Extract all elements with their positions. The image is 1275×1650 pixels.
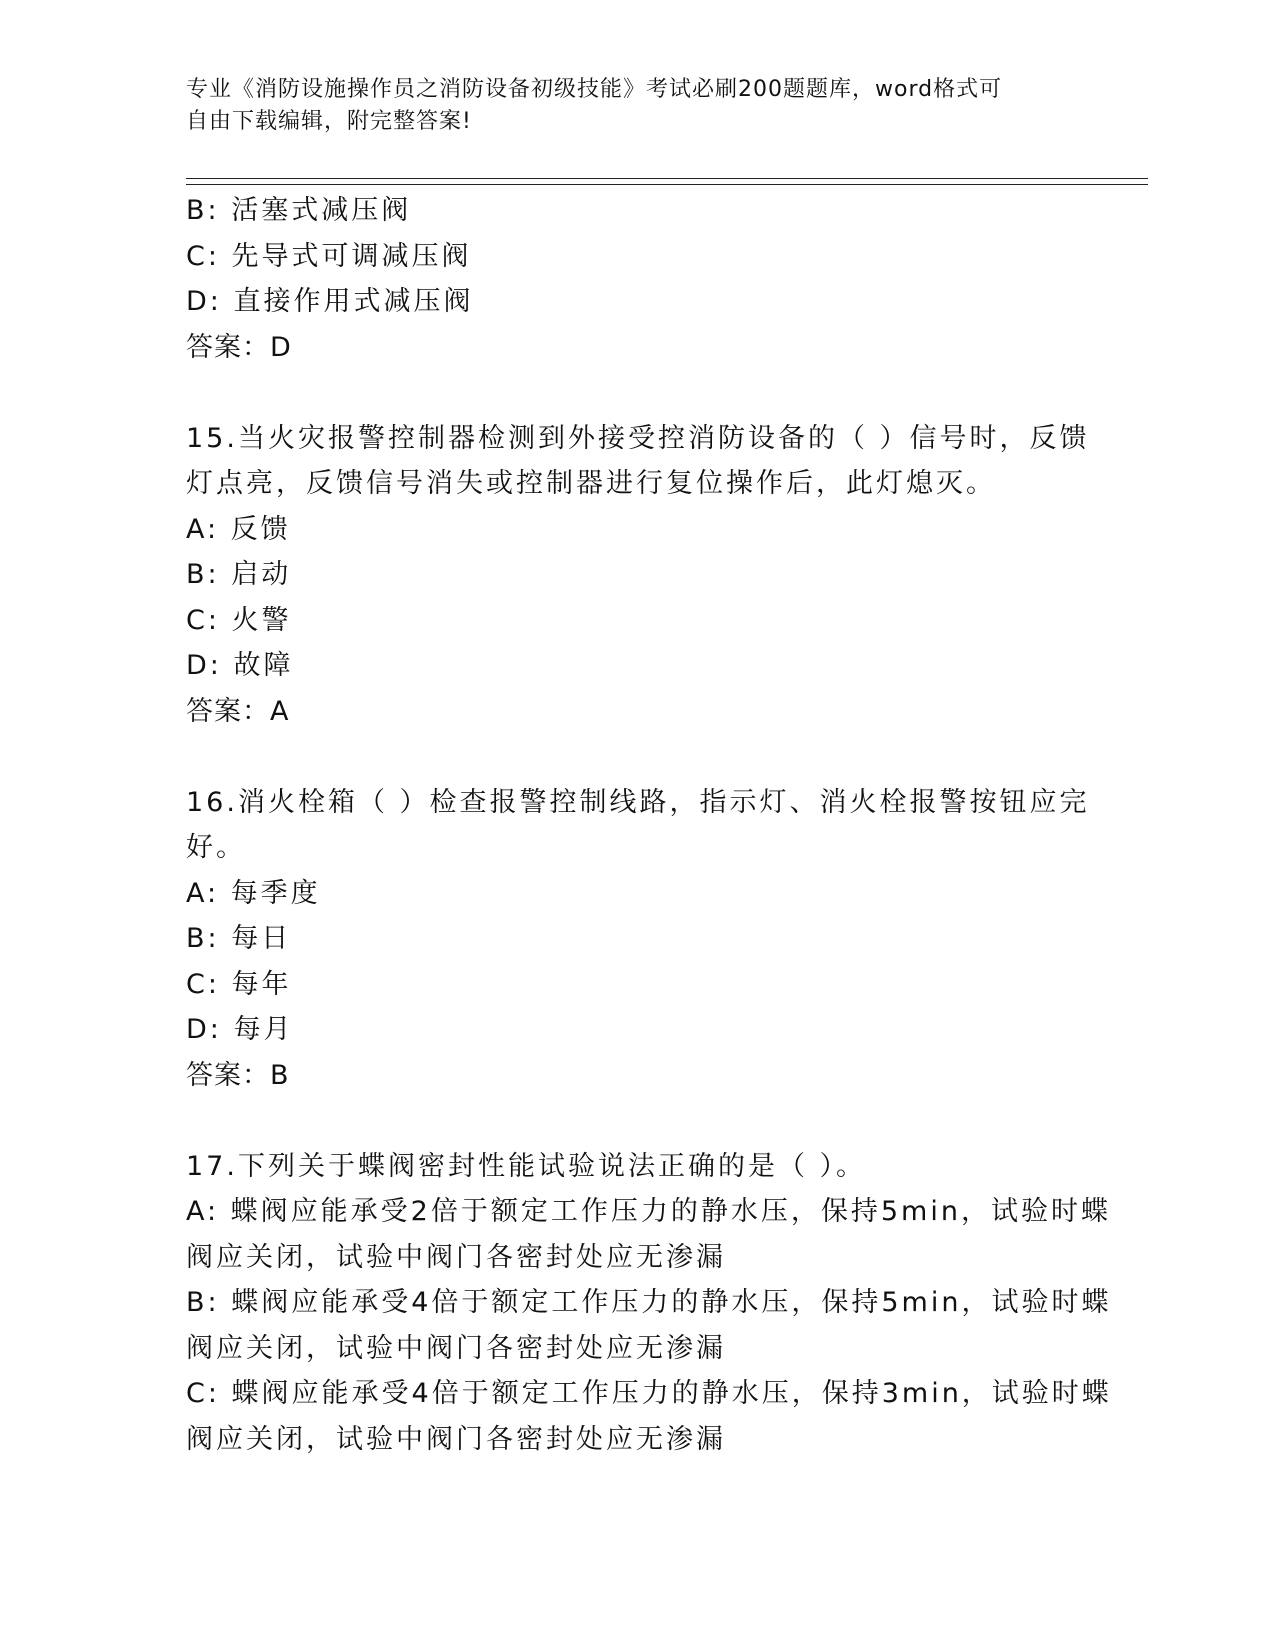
page-header — [186, 74, 1066, 138]
spacer — [186, 734, 1086, 780]
option-a-continued: 阀应关闭，试验中阀门各密封处应无渗漏 — [186, 1241, 726, 1273]
spacer — [186, 370, 1086, 416]
header-line-1: 专业《消防设施操作员之消防设备初级技能》考试必刷200题题库，word格式可 — [186, 77, 1003, 102]
option-a: A: 反馈 — [186, 513, 291, 545]
document-body — [186, 188, 1112, 1462]
header-line-2: 自由下载编辑，附完整答案! — [186, 109, 472, 134]
question-stem: 17.下列关于蝶阀密封性能试验说法正确的是（ ）。 — [186, 1150, 867, 1182]
option-d: D: 直接作用式减压阀 — [186, 286, 474, 317]
option-a: A: 蝶阀应能承受2倍于额定工作压力的静水压，保持5min，试验时蝶 — [186, 1196, 1111, 1227]
option-b: B: 活塞式减压阀 — [186, 195, 412, 226]
option-c: C: 先导式可调减压阀 — [186, 240, 472, 272]
question-stem: 16.消火栓箱（ ）检查报警控制线路，指示灯、消火栓报警按钮应完 — [186, 786, 1090, 818]
option-b: B: 每日 — [186, 923, 292, 954]
question-15 — [186, 416, 1090, 735]
option-c-continued: 阀应关闭，试验中阀门各密封处应无渗漏 — [186, 1423, 726, 1455]
option-d: D: 故障 — [186, 650, 294, 681]
option-d: D: 每月 — [186, 1014, 294, 1045]
option-a: A: 每季度 — [186, 877, 321, 909]
question-14-continued — [186, 188, 1086, 370]
option-b-continued: 阀应关闭，试验中阀门各密封处应无渗漏 — [186, 1332, 726, 1364]
option-b: B: 启动 — [186, 559, 292, 590]
question-stem: 15.当火灾报警控制器检测到外接受控消防设备的（ ）信号时，反馈 — [186, 422, 1090, 454]
answer: 答案：B — [186, 1059, 290, 1091]
answer: 答案：D — [186, 331, 292, 363]
option-c: C: 蝶阀应能承受4倍于额定工作压力的静水压，保持3min，试验时蝶 — [186, 1378, 1112, 1409]
question-stem: 好。 — [186, 832, 246, 863]
option-c: C: 每年 — [186, 968, 292, 1000]
answer: 答案：A — [186, 695, 290, 727]
question-stem: 灯点亮，反馈信号消失或控制器进行复位操作后，此灯熄灭。 — [186, 468, 996, 499]
spacer — [186, 1098, 1086, 1144]
question-16 — [186, 780, 1090, 1099]
header-divider — [186, 178, 1148, 185]
question-17 — [186, 1144, 1112, 1463]
option-b: B: 蝶阀应能承受4倍于额定工作压力的静水压，保持5min，试验时蝶 — [186, 1287, 1112, 1318]
option-c: C: 火警 — [186, 604, 292, 636]
